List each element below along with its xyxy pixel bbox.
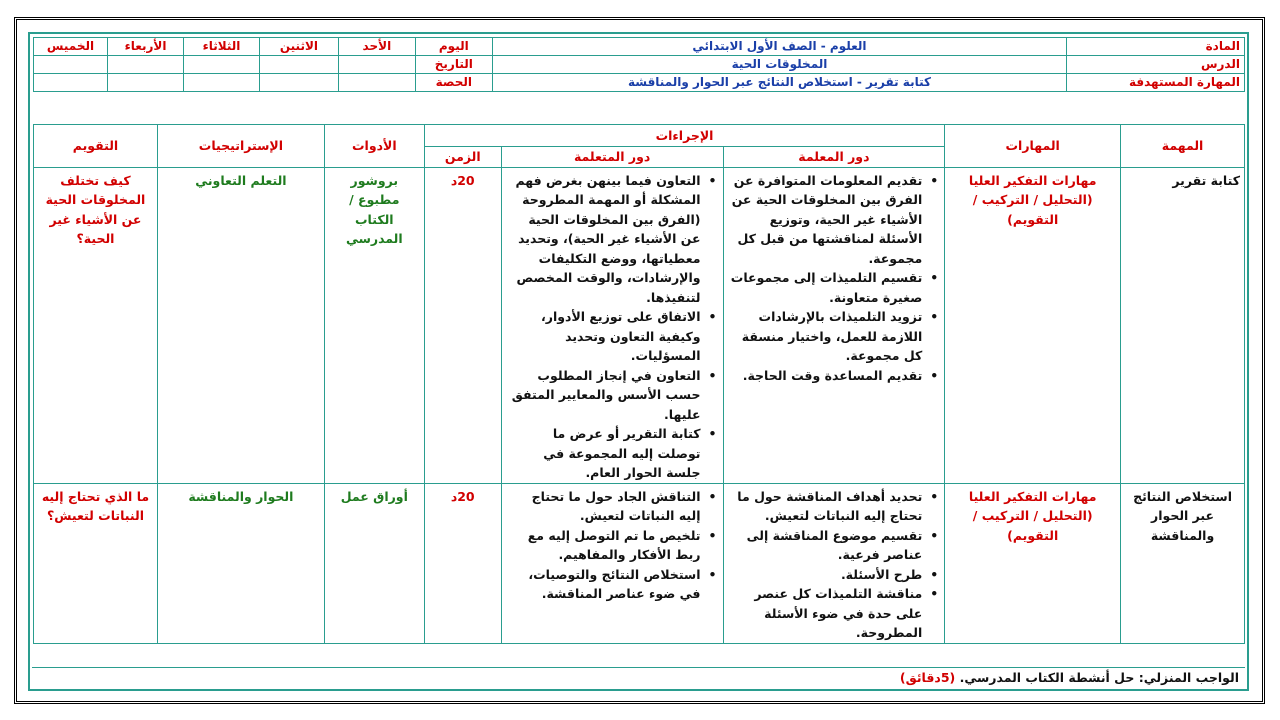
table-row [34, 483, 1245, 643]
list-item: • استخلاص النتائج والتوصيات، في ضوء عناصر المناقشة. [506, 565, 701, 604]
header-time: الزمن [424, 147, 501, 168]
assessment-cell: كيف تختلف المخلوقات الحية عن الأشياء غير الحية؟ [34, 167, 158, 483]
skills-cell: مهارات التفكير العليا (التحليل / التركيب / التقويم) [945, 167, 1121, 483]
time-cell: 20د [424, 167, 501, 483]
list-item: • تلخيص ما تم التوصل إليه مع ربط الأفكار والمفاهيم. [506, 526, 701, 565]
day-tuesday: الثلاثاء [184, 38, 260, 56]
teacher-role-cell [723, 483, 945, 643]
skill-value: كتابة تقرير - استخلاص النتائج عبر الحوار والمناقشة [492, 74, 1066, 92]
student-role-cell [501, 167, 723, 483]
homework-line [32, 667, 1245, 687]
list-item: • تقديم المعلومات المتوافرة عن الفرق بين المخلوقات الحية عن الأشياء غير الحية، وتوزيع الأسئلة لمناقشتها من قبل كل مجموعة. [728, 171, 923, 269]
header-assessment: التقويم [34, 125, 158, 168]
list-item: • تقديم المساعدة وقت الحاجة. [728, 366, 923, 386]
date-cell [259, 56, 338, 74]
period-cell [184, 74, 260, 92]
list-item: • تزويد التلميذات بالإرشادات اللازمة للعمل، واختيار منسقة كل مجموعة. [728, 307, 923, 366]
lesson-plan-table [33, 124, 1245, 644]
period-cell [338, 74, 415, 92]
day-monday: الاثنين [259, 38, 338, 56]
header-tools: الأدوات [324, 125, 424, 168]
time-cell: 20د [424, 483, 501, 643]
day-wednesday: الأربعاء [108, 38, 184, 56]
task-cell: كتابة تقرير [1121, 167, 1245, 483]
day-sunday: الأحد [338, 38, 415, 56]
homework-text: حل أنشطة الكتاب المدرسي. [959, 670, 1135, 685]
date-cell [184, 56, 260, 74]
list-item: • الاتفاق على توزيع الأدوار، وكيفية التعاون وتحديد المسؤليات. [506, 307, 701, 366]
header-task: المهمة [1121, 125, 1245, 168]
date-cell [338, 56, 415, 74]
strategy-cell: الحوار والمناقشة [157, 483, 324, 643]
day-label: اليوم [415, 38, 492, 56]
lesson-value: المخلوقات الحية [492, 56, 1066, 74]
period-cell [34, 74, 108, 92]
strategy-cell: التعلم التعاوني [157, 167, 324, 483]
header-procedures: الإجراءات [424, 125, 945, 147]
list-item: • طرح الأسئلة. [728, 565, 923, 585]
list-item: • كتابة التقرير أو عرض ما توصلت إليه المجموعة في جلسة الحوار العام. [506, 424, 701, 483]
student-role-cell [501, 483, 723, 643]
period-cell [108, 74, 184, 92]
header-strategies: الإستراتيجيات [157, 125, 324, 168]
subject-label: المادة [1067, 38, 1245, 56]
date-label: التاريخ [415, 56, 492, 74]
list-item: • تقسيم التلميذات إلى مجموعات صغيرة متعاونة. [728, 268, 923, 307]
list-item: • تحديد أهداف المناقشة حول ما تحتاج إليه النباتات لتعيش. [728, 487, 923, 526]
period-cell [259, 74, 338, 92]
list-item: • التعاون في إنجاز المطلوب حسب الأسس والمعايير المتفق عليها. [506, 366, 701, 425]
list-item: • تقسيم موضوع المناقشة إلى عناصر فرعية. [728, 526, 923, 565]
subject-value: العلوم - الصف الأول الابتدائي [492, 38, 1066, 56]
tools-cell: بروشور مطبوع / الكتاب المدرسي [324, 167, 424, 483]
table-row [34, 167, 1245, 483]
date-cell [34, 56, 108, 74]
list-item: • التعاون فيما بينهن بغرض فهم المشكلة أو المهمة المطروحة (الفرق بين المخلوقات الحية عن الأشياء غير الحية)، وتحديد معطياتها، ووضع التكليفات والإرشادات، والوقت المخصص لتنفيذها. [506, 171, 701, 308]
day-thursday: الخميس [34, 38, 108, 56]
teacher-role-cell [723, 167, 945, 483]
period-label: الحصة [415, 74, 492, 92]
assessment-cell: ما الذي تحتاج إليه النباتات لتعيش؟ [34, 483, 158, 643]
homework-duration: (5دقائق) [899, 670, 956, 685]
lesson-label: الدرس [1067, 56, 1245, 74]
homework-label: الواجب المنزلي: [1138, 670, 1239, 685]
skills-cell: مهارات التفكير العليا (التحليل / التركيب / التقويم) [945, 483, 1121, 643]
list-item: • مناقشة التلميذات كل عنصر على حدة في ضوء الأسئلة المطروحة. [728, 584, 923, 643]
date-cell [108, 56, 184, 74]
header-skills: المهارات [945, 125, 1121, 168]
tools-cell: أوراق عمل [324, 483, 424, 643]
header-student-role: دور المتعلمة [501, 147, 723, 168]
skill-label: المهارة المستهدفة [1067, 74, 1245, 92]
list-item: • التناقش الجاد حول ما تحتاج إليه النباتات لتعيش. [506, 487, 701, 526]
lesson-info-table [33, 37, 1245, 92]
header-teacher-role: دور المعلمة [723, 147, 945, 168]
task-cell: استخلاص النتائج عبر الحوار والمناقشة [1121, 483, 1245, 643]
